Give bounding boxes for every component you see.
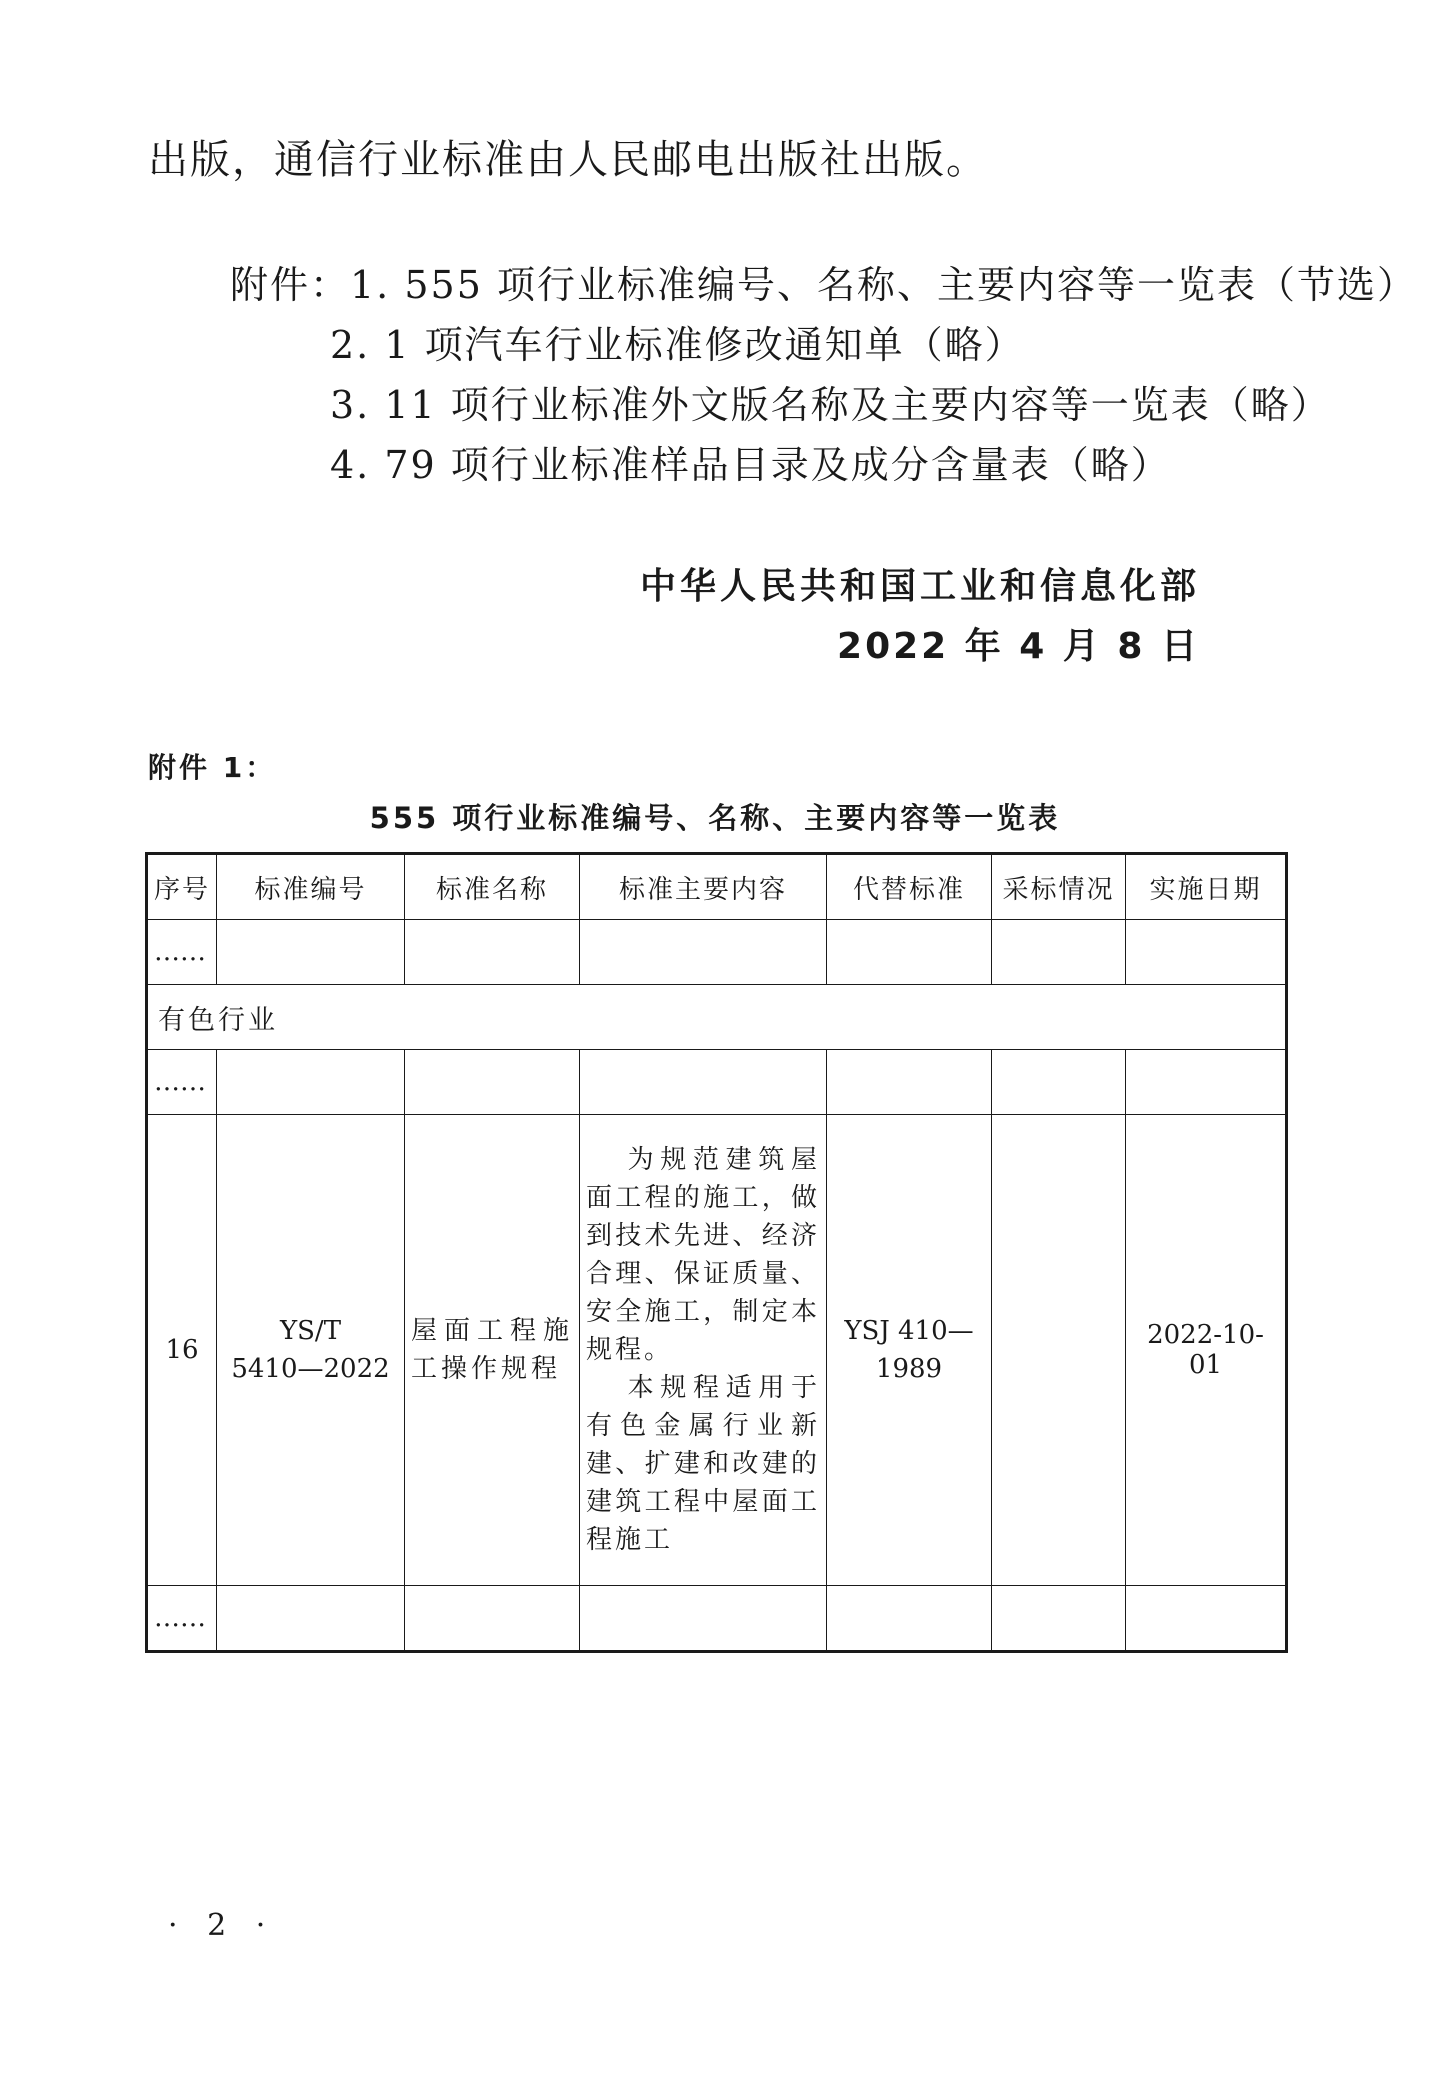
code-line-1: YS/T — [279, 1316, 342, 1346]
attachment-item-1: 附件：1. 555 项行业标准编号、名称、主要内容等一览表（节选） — [230, 263, 1417, 307]
attachment-item-2: 2. 1 项汽车行业标准修改通知单（略） — [330, 323, 1025, 367]
replaced-line-1: YSJ 410— — [844, 1316, 974, 1346]
replaced-cell — [827, 1115, 992, 1586]
content-paragraph-2: 本规程适用于有色金属行业新建、扩建和改建的建筑工程中屋面工程施工 — [586, 1373, 820, 1555]
header-name: 标准名称 — [405, 854, 580, 920]
code-cell — [217, 1115, 405, 1586]
code-line-2: 5410—2022 — [231, 1354, 390, 1384]
seq-cell: 16 — [147, 1115, 217, 1586]
table-row — [147, 1115, 1287, 1586]
table-header-row — [147, 854, 1287, 920]
table-row — [147, 1050, 1287, 1115]
table-title: 555 项行业标准编号、名称、主要内容等一览表 — [369, 801, 1061, 835]
attachment-item-3: 3. 11 项行业标准外文版名称及主要内容等一览表（略） — [330, 383, 1331, 427]
attachment-item-4: 4. 79 项行业标准样品目录及成分含量表（略） — [330, 443, 1171, 487]
effective-date-cell: 2022-10-01 — [1126, 1115, 1287, 1586]
content-paragraph-1: 为规范建筑屋面工程的施工，做到技术先进、经济合理、保证质量、安全施工，制定本规程。 — [586, 1145, 820, 1365]
table-row — [147, 1586, 1287, 1652]
attachment-label: 附件 1： — [148, 751, 277, 784]
header-seq: 序号 — [147, 854, 217, 920]
intro-text: 出版，通信行业标准由人民邮电出版社出版。 — [148, 137, 988, 183]
section-row — [147, 985, 1287, 1050]
header-content: 标准主要内容 — [580, 854, 827, 920]
header-adoption: 采标情况 — [992, 854, 1126, 920]
standards-table — [145, 852, 1288, 1653]
replaced-line-2: 1989 — [875, 1354, 943, 1384]
issuer-name: 中华人民共和国工业和信息化部 — [639, 566, 1200, 607]
section-label: 有色行业 — [147, 985, 1287, 1050]
name-cell: 屋面工程施工操作规程 — [405, 1115, 580, 1586]
ellipsis-cell: …… — [147, 1050, 217, 1115]
header-code: 标准编号 — [217, 854, 405, 920]
header-replaced: 代替标准 — [827, 854, 992, 920]
issue-date: 2022 年 4 月 8 日 — [837, 626, 1200, 667]
table-row — [147, 920, 1287, 985]
content-cell — [580, 1115, 827, 1586]
header-date: 实施日期 — [1126, 854, 1287, 920]
page-number: · 2 · — [168, 1908, 276, 1943]
ellipsis-cell: …… — [147, 920, 217, 985]
adoption-cell — [992, 1115, 1126, 1586]
ellipsis-cell: …… — [147, 1586, 217, 1652]
